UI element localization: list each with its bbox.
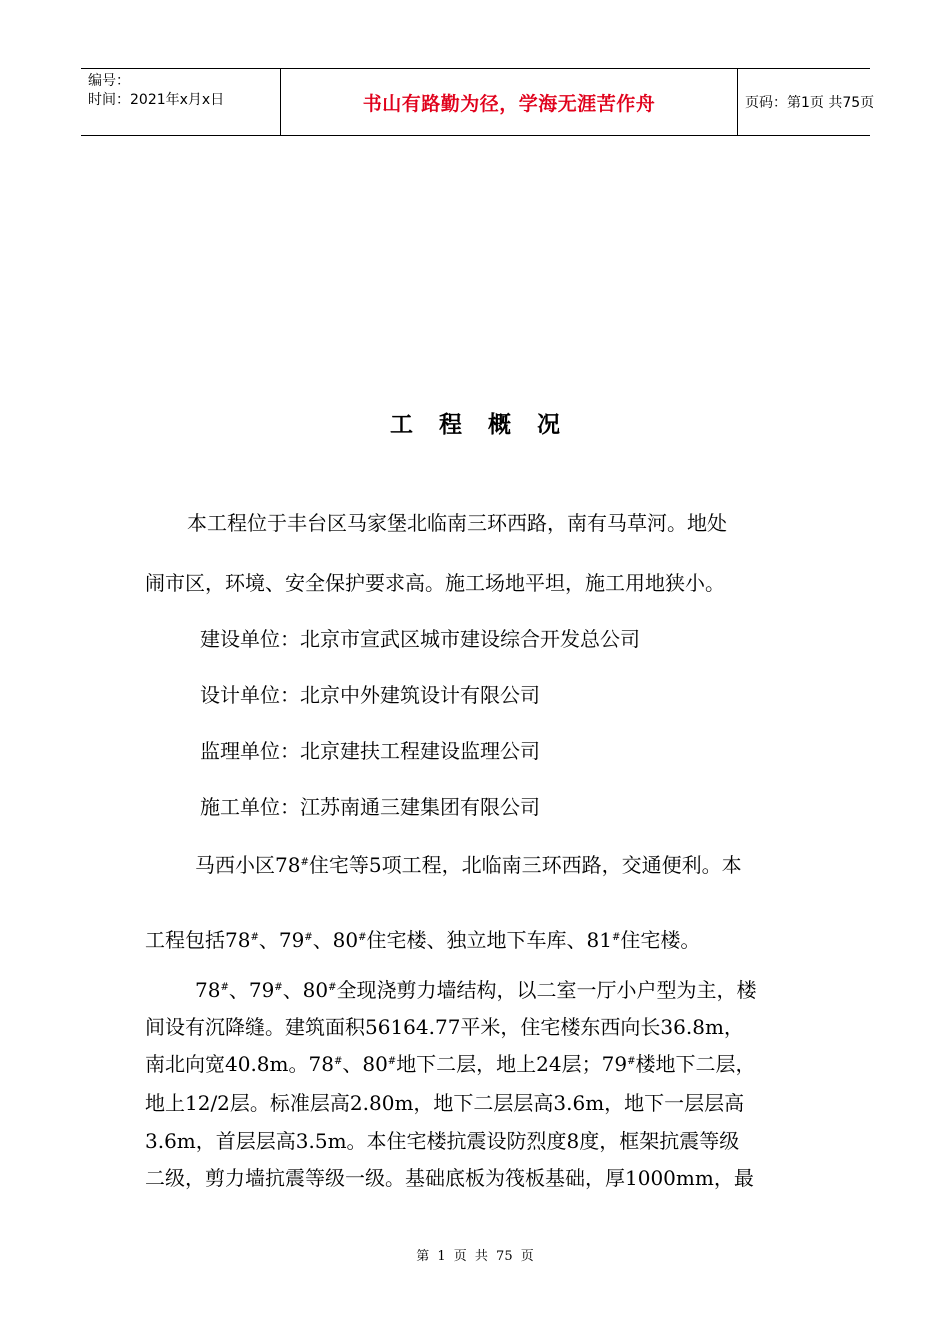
number-mark: # (300, 857, 309, 868)
para2-line1: 马西小区78#住宅等5项工程，北临南三环西路，交通便利。本 (195, 853, 742, 877)
para3-line5: 3.6m，首层层高3.5m。本住宅楼抗震设防烈度8度，框架抗震等级 (145, 1129, 740, 1153)
para3-line2: 间设有沉降缝。建筑面积56164.77平米，住宅楼东西向长36.8m， (145, 1015, 744, 1039)
para3-line1: 78#、79#、80#全现浇剪力墙结构，以二室一厅小户型为主，楼 (195, 978, 757, 1002)
time-label: 时间：2021年x月x日 (88, 92, 225, 108)
number-mark: # (387, 1056, 397, 1067)
document-header (81, 68, 875, 136)
client-unit: 建设单位：北京市宣武区城市建设综合开发总公司 (200, 627, 640, 651)
motto: 书山有路勤为径，学海无涯苦作舟 (281, 69, 738, 135)
contractor-unit: 施工单位：江苏南通三建集团有限公司 (200, 795, 540, 819)
page-label: 页码：第1页 共75页 (745, 95, 875, 111)
designer-unit: 设计单位：北京中外建筑设计有限公司 (200, 683, 540, 707)
number-mark: # (358, 932, 367, 943)
number-mark: # (274, 982, 283, 993)
number-mark: # (220, 982, 229, 993)
number-mark: # (627, 1056, 636, 1067)
number-mark: # (250, 932, 259, 943)
header-meta (81, 69, 281, 135)
number-mark: # (333, 1056, 343, 1067)
para3-line4: 地上12/2层。标准层高2.80m，地下二层层高3.6m，地下一层层高 (145, 1091, 745, 1115)
number-mark: # (328, 982, 337, 993)
number-mark: # (611, 932, 621, 943)
page-footer: 第 1 页 共 75 页 (416, 1249, 534, 1264)
para1-line1: 本工程位于丰台区马家堡北临南三环西路，南有马草河。地处 (187, 511, 727, 535)
para3-line3: 南北向宽40.8m。78#、80#地下二层，地上24层；79#楼地下二层， (145, 1052, 756, 1076)
page-title: 工程概况 (390, 412, 586, 438)
number-mark: # (304, 932, 313, 943)
para3-line6: 二级，剪力墙抗震等级一级。基础底板为筏板基础，厚1000mm，最 (145, 1166, 754, 1190)
supervisor-unit: 监理单位：北京建扶工程建设监理公司 (200, 739, 540, 763)
para2-line2: 工程包括78#、79#、80#住宅楼、独立地下车库、81#住宅楼。 (145, 928, 701, 952)
para1-line2: 闹市区，环境、安全保护要求高。施工场地平坦，施工用地狭小。 (145, 571, 725, 595)
number-label: 编号： (88, 73, 130, 89)
